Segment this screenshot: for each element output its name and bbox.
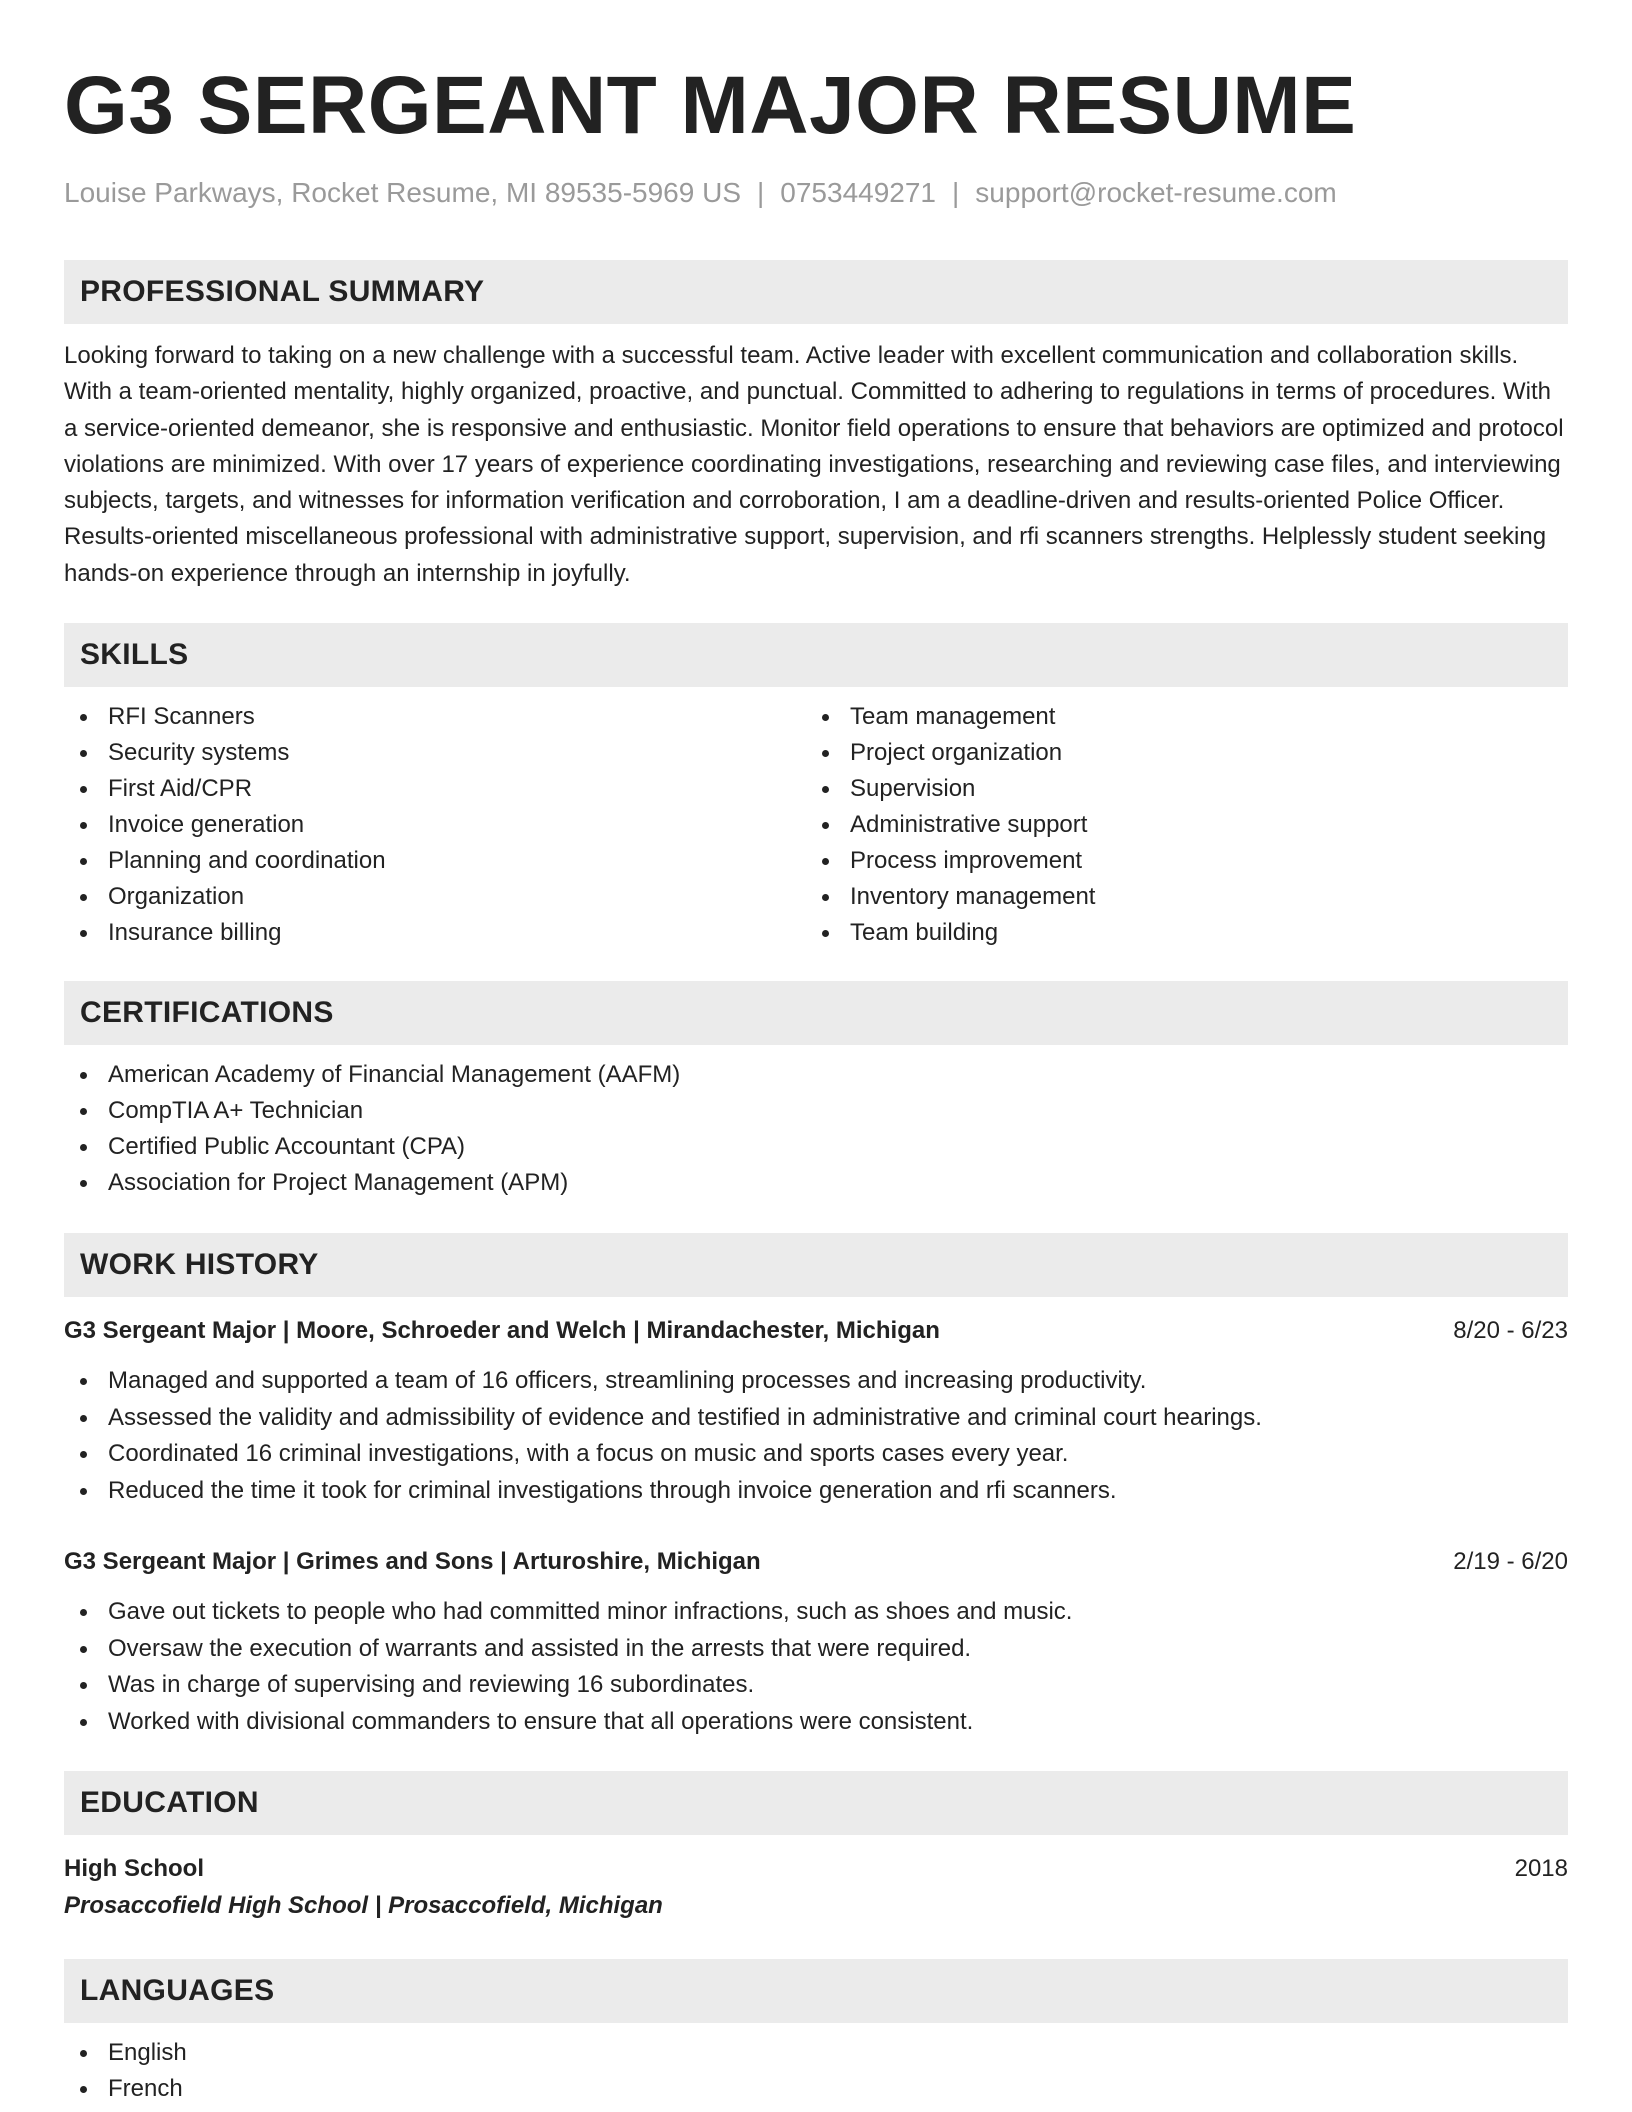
skill-item: First Aid/CPR <box>64 771 806 807</box>
job-bullets <box>64 1594 1568 1741</box>
language-item: French <box>64 2071 1568 2107</box>
contact-separator: | <box>757 177 765 208</box>
job-bullet: Coordinated 16 criminal investigations, with a focus on music and sports cases every year. <box>64 1436 1568 1473</box>
skill-item: RFI Scanners <box>64 699 806 735</box>
job-entry <box>64 1544 1568 1741</box>
contact-line <box>64 176 1568 210</box>
job-title: G3 Sergeant Major | Moore, Schroeder and Welch | Mirandachester, Michigan <box>64 1317 940 1345</box>
certification-item: Certified Public Accountant (CPA) <box>64 1129 1568 1165</box>
job-bullet: Managed and supported a team of 16 officers, streamlining processes and increasing productivity. <box>64 1363 1568 1400</box>
job-entry <box>64 1313 1568 1510</box>
job-title: G3 Sergeant Major | Grimes and Sons | Arturoshire, Michigan <box>64 1547 761 1575</box>
certification-item: CompTIA A+ Technician <box>64 1093 1568 1129</box>
job-bullet: Gave out tickets to people who had committed minor infractions, such as shoes and music. <box>64 1594 1568 1631</box>
job-bullet: Reduced the time it took for criminal investigations through invoice generation and rfi scanners. <box>64 1473 1568 1510</box>
education-year: 2018 <box>1514 1854 1568 1882</box>
contact-email[interactable]: support@rocket-resume.com <box>975 177 1337 208</box>
job-dates: 2/19 - 6/20 <box>1453 1547 1568 1575</box>
skill-item: Insurance billing <box>64 915 806 951</box>
education-section-header: EDUCATION <box>64 1771 1568 1835</box>
skill-item: Team building <box>806 915 1548 951</box>
contact-address: Louise Parkways, Rocket Resume, MI 89535-5969 US <box>64 177 741 208</box>
resume-page <box>64 0 1568 2107</box>
certifications-section-header: CERTIFICATIONS <box>64 981 1568 1045</box>
certification-item: Association for Project Management (APM) <box>64 1165 1568 1201</box>
skills-columns <box>64 699 1568 951</box>
job-bullet: Worked with divisional commanders to ensure that all operations were consistent. <box>64 1704 1568 1741</box>
certification-item: American Academy of Financial Management (AAFM) <box>64 1057 1568 1093</box>
skill-item: Administrative support <box>806 807 1548 843</box>
skills-list-right <box>806 699 1548 951</box>
contact-phone: 0753449271 <box>780 177 937 208</box>
education-degree: High School <box>64 1854 204 1882</box>
skill-item: Process improvement <box>806 843 1548 879</box>
education-school: Prosaccofield High School | Prosaccofield, Michigan <box>64 1891 663 1919</box>
job-bullet: Assessed the validity and admissibility of evidence and testified in administrative and criminal court hearings. <box>64 1400 1568 1437</box>
certifications-list <box>64 1057 1568 1201</box>
skill-item: Project organization <box>806 735 1548 771</box>
job-bullets <box>64 1363 1568 1510</box>
job-bullet: Was in charge of supervising and reviewing 16 subordinates. <box>64 1667 1568 1704</box>
job-dates: 8/20 - 6/23 <box>1453 1317 1568 1345</box>
language-item: English <box>64 2035 1568 2071</box>
skill-item: Team management <box>806 699 1548 735</box>
resume-title: G3 SERGEANT MAJOR RESUME <box>64 60 1357 151</box>
job-bullet: Oversaw the execution of warrants and assisted in the arrests that were required. <box>64 1631 1568 1668</box>
skill-item: Organization <box>64 879 806 915</box>
skill-item: Supervision <box>806 771 1548 807</box>
job-heading-row <box>64 1544 1568 1580</box>
summary-section-header: PROFESSIONAL SUMMARY <box>64 260 1568 324</box>
skill-item: Invoice generation <box>64 807 806 843</box>
languages-list <box>64 2035 1568 2107</box>
work-history-section-header: WORK HISTORY <box>64 1233 1568 1297</box>
job-heading-row <box>64 1313 1568 1349</box>
education-heading-row <box>64 1851 1568 1887</box>
languages-section-header: LANGUAGES <box>64 1959 1568 2023</box>
skill-item: Planning and coordination <box>64 843 806 879</box>
skill-item: Security systems <box>64 735 806 771</box>
summary-text: Looking forward to taking on a new challenge with a successful team. Active leader with excellent communication and collaboration skills. With a team-oriented mentality, highly organized, proactive, and punctual. Committed to adhering to regulations in terms of procedures. With a service-oriented demeanor, she is responsive and enthusiastic. Monitor field operations to ensure that behaviors are optimized and protocol violations are minimized. With over 17 years of experience coordinating investigations, researching and reviewing case files, and interviewing subjects, targets, and witnesses for information verification and corroboration, I am a deadline-driven and results-oriented Police Officer. Results-oriented miscellaneous professional with administrative support, supervision, and rfi scanners strengths. Helplessly student seeking hands-on experience through an internship in joyfully. <box>64 342 1564 587</box>
skills-list-left <box>64 699 806 951</box>
skills-section-header: SKILLS <box>64 623 1568 687</box>
skill-item: Inventory management <box>806 879 1548 915</box>
contact-separator: | <box>952 177 960 208</box>
education-entry <box>64 1851 1568 1925</box>
